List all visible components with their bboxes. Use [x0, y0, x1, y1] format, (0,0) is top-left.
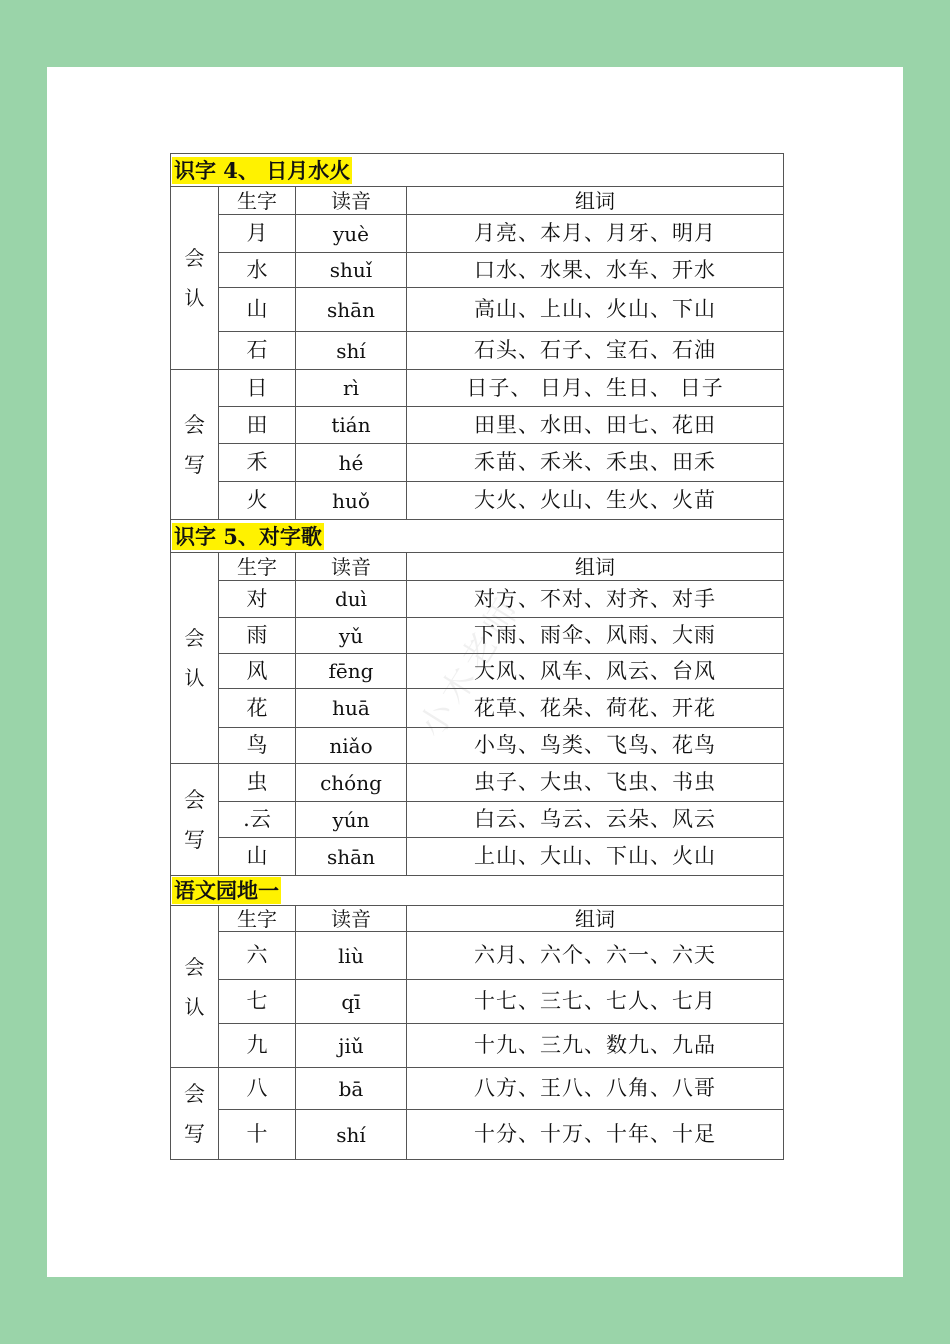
char-cell: 月 [219, 215, 296, 253]
words-cell: 上山、大山、下山、火山 [407, 838, 784, 876]
column-header-row [171, 553, 784, 581]
words-cell: 田里、水田、田七、花田 [407, 407, 784, 444]
char-cell: .云 [219, 802, 296, 838]
header-char: 生字 [219, 187, 296, 215]
header-words: 组词 [407, 187, 784, 215]
char-cell: 花 [219, 689, 296, 728]
header-char: 生字 [219, 553, 296, 581]
words-cell: 十七、三七、七人、七月 [407, 980, 784, 1024]
pinyin-cell: shí [296, 1110, 407, 1160]
table-row [171, 407, 784, 444]
table-row [171, 654, 784, 689]
column-header-row [171, 906, 784, 932]
header-words: 组词 [407, 906, 784, 932]
section-title-text: 识字 5、对字歌 [174, 523, 322, 549]
category-cell [171, 187, 219, 370]
header-char: 生字 [219, 906, 296, 932]
table-row [171, 802, 784, 838]
category-char: 认 [184, 666, 205, 690]
char-cell: 十 [219, 1110, 296, 1160]
char-cell: 七 [219, 980, 296, 1024]
header-pinyin: 读音 [296, 906, 407, 932]
pinyin-cell: huā [296, 689, 407, 728]
words-cell: 十九、三九、数九、九品 [407, 1024, 784, 1068]
words-cell: 六月、六个、六一、六天 [407, 932, 784, 980]
char-cell: 八 [219, 1068, 296, 1110]
pinyin-cell: rì [296, 370, 407, 407]
words-cell: 小鸟、鸟类、飞鸟、花鸟 [407, 728, 784, 764]
header-words: 组词 [407, 553, 784, 581]
pinyin-cell: qī [296, 980, 407, 1024]
table-row [171, 482, 784, 520]
char-cell: 山 [219, 838, 296, 876]
words-cell: 日子、 日月、生日、 日子 [407, 370, 784, 407]
header-pinyin: 读音 [296, 187, 407, 215]
watermark: 小木老师 [411, 587, 531, 745]
category-char: 会 [184, 412, 205, 437]
words-cell: 口水、水果、水车、开水 [407, 253, 784, 288]
category-char: 会 [184, 626, 205, 650]
category-char: 写 [184, 452, 205, 477]
words-cell: 花草、花朵、荷花、开花 [407, 689, 784, 728]
header-pinyin: 读音 [296, 553, 407, 581]
words-cell: 对方、不对、对齐、对手 [407, 581, 784, 618]
section-title-row [171, 154, 784, 187]
vocabulary-table [170, 153, 784, 1160]
char-cell: 九 [219, 1024, 296, 1068]
table-row [171, 215, 784, 253]
category-char: 会 [184, 787, 205, 812]
category-char: 写 [184, 827, 205, 852]
pinyin-cell: niǎo [296, 728, 407, 764]
char-cell: 鸟 [219, 728, 296, 764]
table-row [171, 1024, 784, 1068]
char-cell: 雨 [219, 618, 296, 654]
pinyin-cell: bā [296, 1068, 407, 1110]
column-header-row [171, 187, 784, 215]
pinyin-cell: huǒ [296, 482, 407, 520]
char-cell: 六 [219, 932, 296, 980]
table-row [171, 764, 784, 802]
category-char: 会 [184, 954, 205, 979]
char-cell: 禾 [219, 444, 296, 482]
table-row [171, 838, 784, 876]
category-char: 会 [184, 246, 205, 270]
category-cell [171, 906, 219, 1068]
category-cell [171, 1068, 219, 1160]
table-row [171, 728, 784, 764]
table-row [171, 370, 784, 407]
section-title [171, 154, 784, 187]
section-title-row [171, 520, 784, 553]
words-cell: 月亮、本月、月牙、明月 [407, 215, 784, 253]
section-title-row [171, 876, 784, 906]
words-cell: 八方、王八、八角、八哥 [407, 1068, 784, 1110]
table-row [171, 618, 784, 654]
pinyin-cell: yǔ [296, 618, 407, 654]
pinyin-cell: fēng [296, 654, 407, 689]
pinyin-cell: tián [296, 407, 407, 444]
words-cell: 高山、上山、火山、下山 [407, 288, 784, 332]
words-cell: 白云、乌云、云朵、风云 [407, 802, 784, 838]
table-row [171, 689, 784, 728]
pinyin-cell: shuǐ [296, 253, 407, 288]
words-cell: 虫子、大虫、飞虫、书虫 [407, 764, 784, 802]
table-row [171, 1068, 784, 1110]
words-cell: 大风、风车、风云、台风 [407, 654, 784, 689]
pinyin-cell: chóng [296, 764, 407, 802]
pinyin-cell: yún [296, 802, 407, 838]
category-cell [171, 764, 219, 876]
words-cell: 石头、石子、宝石、石油 [407, 332, 784, 370]
pinyin-cell: shān [296, 288, 407, 332]
category-cell [171, 370, 219, 520]
table-row [171, 288, 784, 332]
char-cell: 水 [219, 253, 296, 288]
category-char: 认 [184, 286, 205, 310]
table-row [171, 932, 784, 980]
pinyin-cell: shān [296, 838, 407, 876]
char-cell: 火 [219, 482, 296, 520]
pinyin-cell: hé [296, 444, 407, 482]
words-cell: 下雨、雨伞、风雨、大雨 [407, 618, 784, 654]
section-title [171, 876, 784, 906]
pinyin-cell: yuè [296, 215, 407, 253]
char-cell: 风 [219, 654, 296, 689]
pinyin-cell: jiǔ [296, 1024, 407, 1068]
category-char: 会 [184, 1081, 205, 1106]
words-cell: 大火、火山、生火、火苗 [407, 482, 784, 520]
words-cell: 十分、十万、十年、十足 [407, 1110, 784, 1160]
words-cell: 禾苗、禾米、禾虫、田禾 [407, 444, 784, 482]
table-row [171, 1110, 784, 1160]
char-cell: 山 [219, 288, 296, 332]
char-cell: 日 [219, 370, 296, 407]
pinyin-cell: duì [296, 581, 407, 618]
category-cell [171, 553, 219, 764]
table-row [171, 581, 784, 618]
category-char: 写 [184, 1121, 205, 1146]
category-char: 认 [184, 994, 205, 1019]
char-cell: 石 [219, 332, 296, 370]
section-title [171, 520, 784, 553]
table-row [171, 980, 784, 1024]
char-cell: 田 [219, 407, 296, 444]
char-cell: 对 [219, 581, 296, 618]
table-row [171, 444, 784, 482]
section-title-text: 识字 4、 日月水火 [174, 157, 351, 183]
pinyin-cell: liù [296, 932, 407, 980]
table-row [171, 332, 784, 370]
char-cell: 虫 [219, 764, 296, 802]
pinyin-cell: shí [296, 332, 407, 370]
table-row [171, 253, 784, 288]
section-title-text: 语文园地一 [174, 878, 279, 903]
